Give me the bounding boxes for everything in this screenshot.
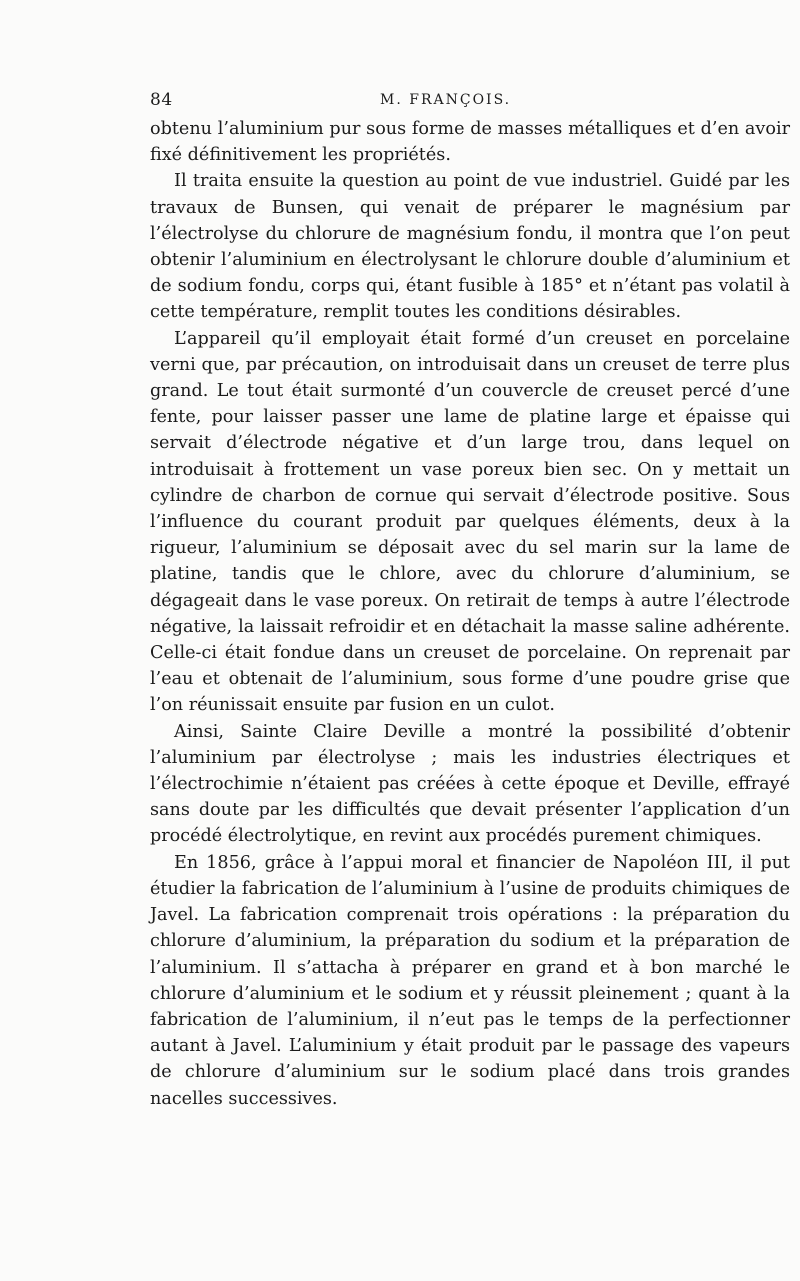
paragraph-4: Ainsi, Sainte Claire Deville a montré la possibilité d’obtenir l’aluminium par électrolyse ; mais les industries électriques et l’électrochimie n’étaient pas créées à cette époque et Deville, effrayé sans doute par les difficultés que devait présenter l’application d’un procédé électrolytique, en revint aux procédés purement chimiques. <box>150 721 790 847</box>
paragraph-2: Il traita ensuite la question au point de vue industriel. Guidé par les travaux de Bunsen, qui venait de préparer le magnésium par l’électrolyse du chlorure de magnésium fondu, il montra que l’on peut obtenir l’aluminium en électrolysant le chlorure double d’aluminium et de sodium fondu, corps qui, étant fusible à 185° et n’étant pas volatil à cette température, remplit toutes les conditions désirables. <box>150 171 790 323</box>
page-number: 84 <box>150 90 173 110</box>
running-head: M. FRANÇOIS. <box>380 92 512 108</box>
paragraph-3: L’appareil qu’il employait était formé d’un creuset en porcelaine verni que, par précaution, on introduisait dans un creuset de terre plus grand. Le tout était surmonté d’un couvercle de creuset percé d’une fente, pour laisser passer une lame de platine large et épaisse qui servait d’électrode négative et d’un large trou, dans lequel on introduisait à frottement un vase poreux bien sec. On y mettait un cylindre de charbon de cornue qui servait d’électrode positive. Sous l’influence du courant produit par quelques éléments, deux à la rigueur, l’aluminium se déposait avec du sel marin sur la lame de platine, tandis que le chlore, avec du chlorure d’aluminium, se dégageait dans le vase poreux. On retirait de temps à autre l’électrode négative, la laissait refroidir et en détachait la masse saline adhérente. Celle-ci était fondue dans un creuset de porcelaine. On reprenait par l’eau et obtenait de l’aluminium, sous forme d’une poudre grise que l’on réunissait ensuite par fusion en un culot. <box>150 328 790 716</box>
paragraph-1: obtenu l’aluminium pur sous forme de masses métalliques et d’en avoir fixé définitivement les propriétés. <box>150 119 790 166</box>
page-header <box>150 90 790 116</box>
body-text <box>150 116 790 1112</box>
paragraph-5: En 1856, grâce à l’appui moral et financier de Napoléon III, il put étudier la fabrication de l’aluminium à l’usine de produits chimiques de Javel. La fabrication comprenait trois opérations : la préparation du chlorure d’aluminium, la préparation du sodium et la préparation de l’aluminium. Il s’attacha à préparer en grand et à bon marché le chlorure d’aluminium et le sodium et y réussit pleinement ; quant à la fabrication de l’aluminium, il n’eut pas le temps de la perfectionner autant à Javel. L’aluminium y était produit par le passage des vapeurs de chlorure d’aluminium sur le sodium placé dans trois grandes nacelles successives. <box>150 852 790 1109</box>
